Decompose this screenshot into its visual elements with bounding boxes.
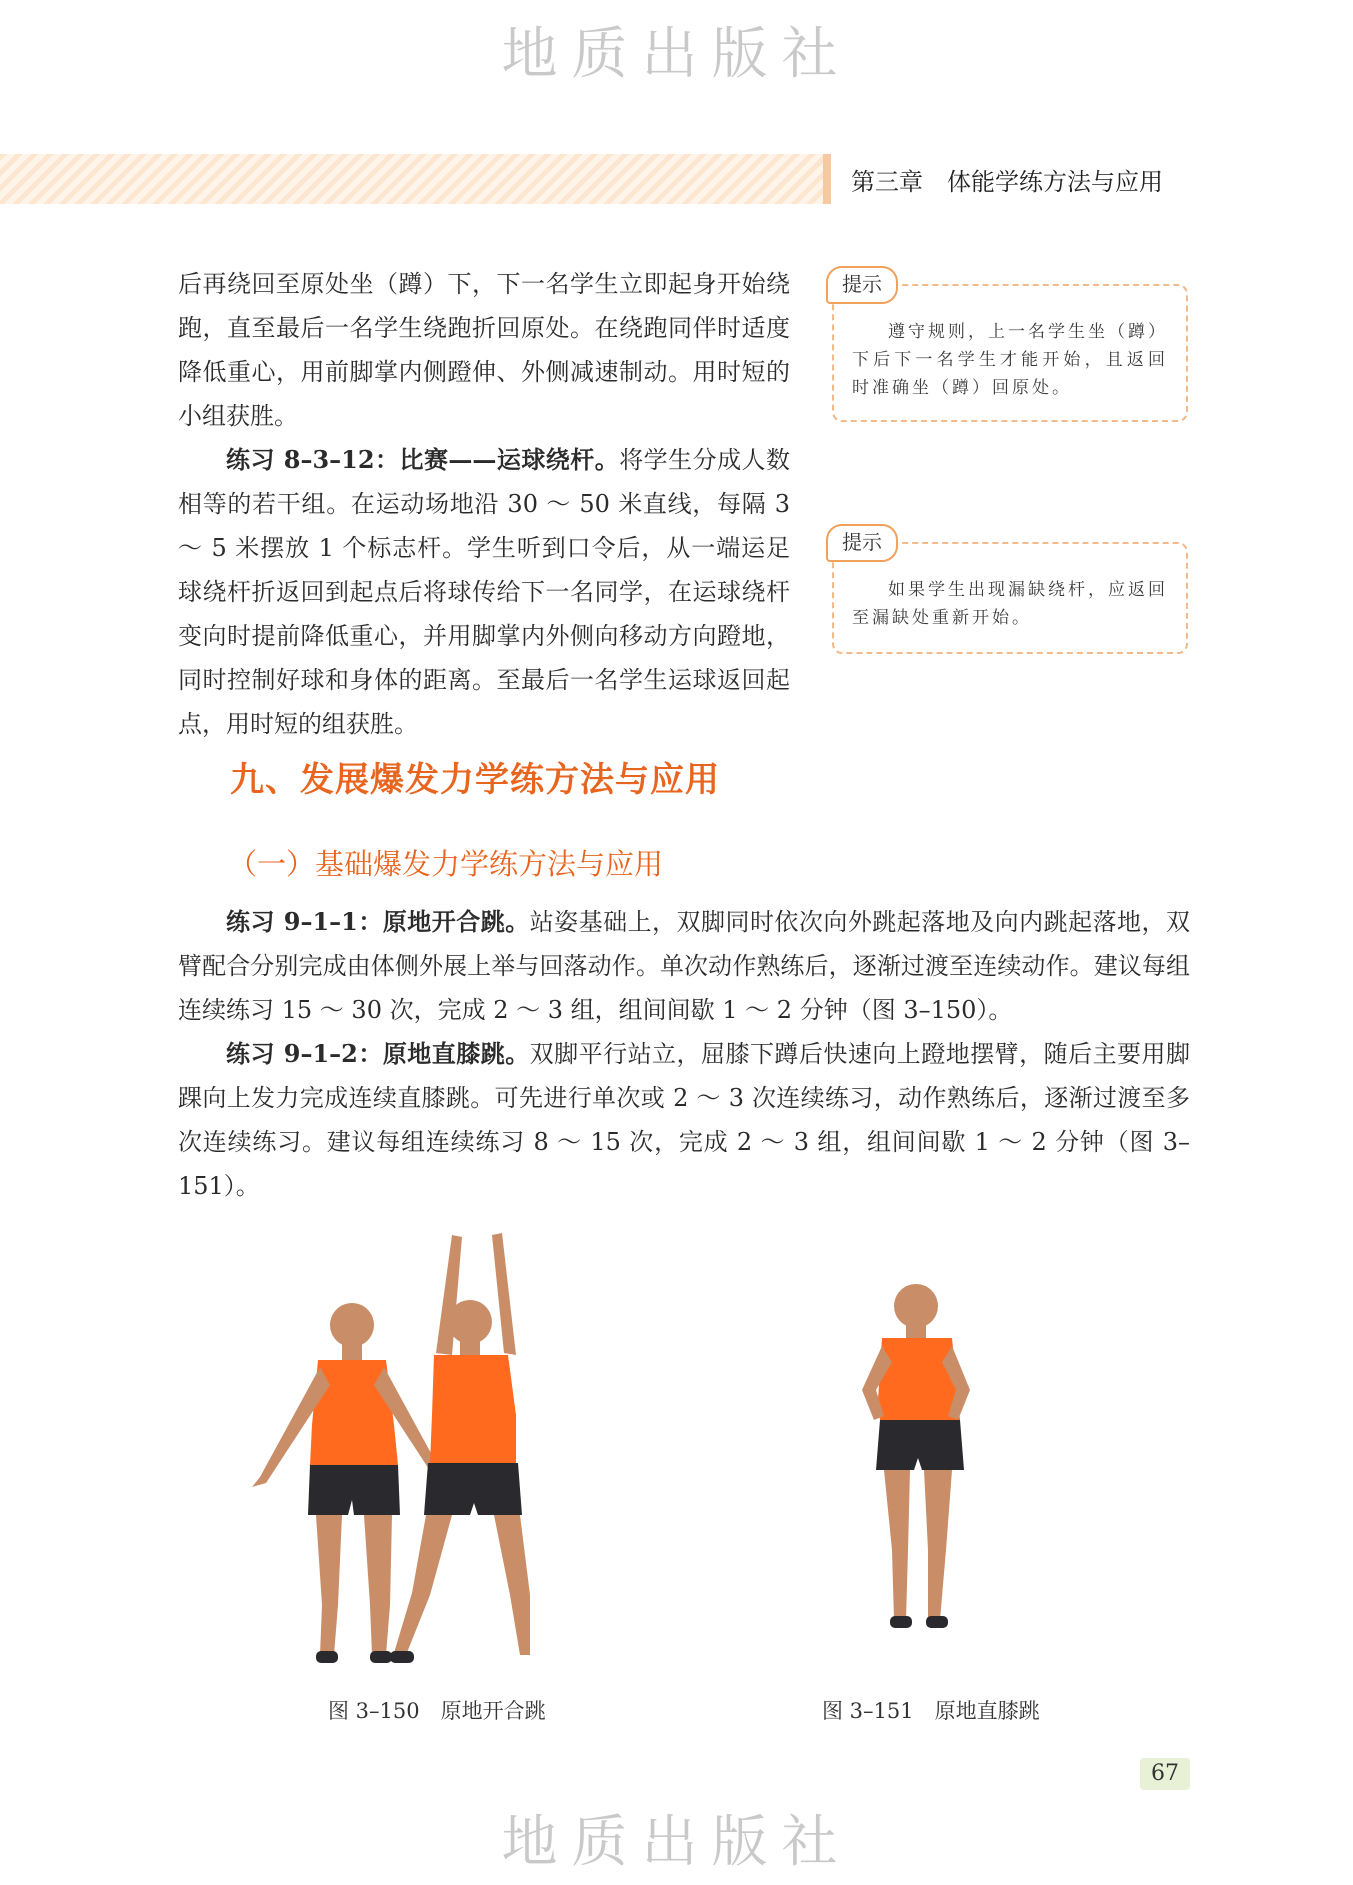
figure-caption: 图 3–150 原地开合跳 (328, 1699, 546, 1723)
figure-straight-knee-jump-photo (840, 1270, 990, 1650)
tip-tag: 提示 (826, 266, 898, 304)
publisher-watermark-top: 地质出版社 (501, 22, 852, 87)
exercise-label: 练习 9–1–1：原地开合跳。 (226, 907, 530, 936)
tip-tag: 提示 (826, 524, 898, 562)
exercise-label: 练习 9–1–2：原地直膝跳。 (226, 1039, 530, 1068)
tip-box (832, 530, 1188, 654)
chapter-title: 第三章 体能学练方法与应用 (823, 154, 1353, 204)
publisher-watermark-bottom: 地质出版社 (501, 1810, 852, 1875)
page-number: 67 (1140, 1758, 1190, 1790)
figure-caption: 图 3–151 原地直膝跳 (822, 1699, 1040, 1723)
tip-box (832, 272, 1188, 422)
athlete-arms-up (390, 1233, 530, 1663)
exercise-paragraph (178, 438, 790, 746)
subsection-heading: （一）基础爆发力学练方法与应用 (228, 847, 664, 881)
tip-text: 遵守规则，上一名学生坐（蹲）下后下一名学生才能开始，且返回时准确坐（蹲）回原处。 (852, 322, 1168, 398)
exercise-list (178, 900, 1190, 1208)
exercise-text: 站姿基础上，双脚同时依次向外跳起落地及向内跳起落地，双臂配合分别完成由体侧外展上举与回落动作。单次动作熟练后，逐渐过渡至连续动作。建议每组连续练习 15 ～ 30 次，完成 2 ～ 3 组，组间间歇 1 ～ 2 分钟（图 3–150）。 (178, 908, 1191, 1024)
exercise-text: 将学生分成人数相等的若干组。在运动场地沿 30 ～ 50 米直线，每隔 3 ～ 5 米摆放 1 个标志杆。学生听到口令后，从一端运足球绕杆折返回到起点后将球传给下一名同学，在运球绕杆变向时提前降低重心，并用脚掌内外侧向移动方向蹬地，同时控制好球和身体的距离。至最后一名学生运球返回起点，用时短的组获胜。 (178, 446, 790, 738)
exercise-paragraph (178, 900, 1190, 1032)
athlete-hands-on-hips (862, 1284, 970, 1628)
main-text-column (178, 262, 790, 746)
exercise-label: 练习 8–3–12：比赛——运球绕杆。 (226, 445, 620, 474)
tip-text: 如果学生出现漏缺绕杆，应返回至漏缺处重新开始。 (852, 580, 1168, 628)
paragraph: 后再绕回至原处坐（蹲）下，下一名学生立即起身开始绕跑，直至最后一名学生绕跑折回原处。在绕跑同伴时适度降低重心，用前脚掌内侧蹬伸、外侧减速制动。用时短的小组获胜。 (178, 270, 790, 430)
exercise-paragraph (178, 1032, 1190, 1208)
figure-jumping-jack-photo (230, 1215, 530, 1675)
exercise-text: 双脚平行站立，屈膝下蹲后快速向上蹬地摆臂，随后主要用脚踝向上发力完成连续直膝跳。可先进行单次或 2 ～ 3 次连续练习，动作熟练后，逐渐过渡至多次连续练习。建议每组连续练习 8 ～ 15 次，完成 2 ～ 3 组，组间间歇 1 ～ 2 分钟（图 3–151）。 (178, 1040, 1191, 1200)
section-heading: 九、发展爆发力学练方法与应用 (230, 760, 720, 800)
